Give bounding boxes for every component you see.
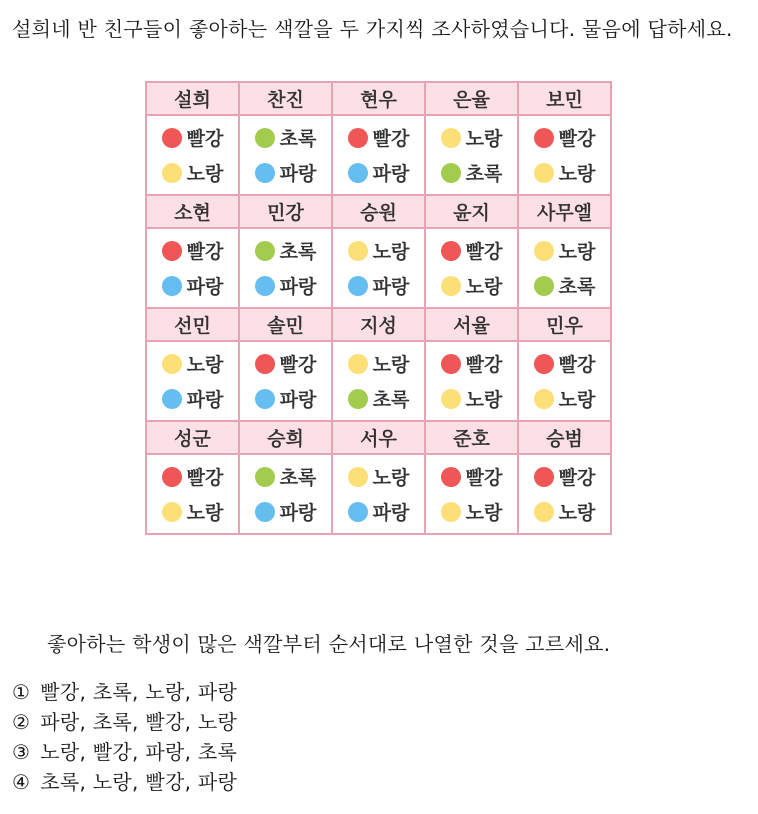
color-entry	[519, 494, 610, 529]
color-entry	[147, 233, 238, 268]
color-entry	[426, 268, 517, 303]
color-label: 초록	[465, 163, 503, 185]
favorite-colors-cell	[146, 115, 239, 195]
favorite-colors-cell	[239, 454, 332, 534]
student-name: 은율	[425, 82, 518, 115]
color-entry	[333, 155, 424, 190]
color-row	[146, 228, 611, 308]
color-entry	[147, 120, 238, 155]
color-dot-icon	[255, 276, 275, 296]
color-entry	[426, 459, 517, 494]
favorite-colors-cell	[332, 228, 425, 308]
name-row	[146, 308, 611, 341]
color-entry	[333, 381, 424, 416]
student-name: 소현	[146, 195, 239, 228]
color-entry	[240, 459, 331, 494]
favorite-colors-cell	[146, 454, 239, 534]
color-entry	[333, 459, 424, 494]
color-dot-icon	[255, 502, 275, 522]
color-dot-icon	[255, 354, 275, 374]
student-name: 준호	[425, 421, 518, 454]
question-text: 좋아하는 학생이 많은 색깔부터 순서대로 나열한 것을 고르세요.	[47, 632, 611, 656]
color-dot-icon	[348, 354, 368, 374]
color-dot-icon	[534, 389, 554, 409]
answer-choice[interactable]	[12, 707, 237, 737]
color-label: 파랑	[186, 389, 224, 411]
student-name: 설희	[146, 82, 239, 115]
color-label: 파랑	[372, 502, 410, 524]
color-dot-icon	[441, 502, 461, 522]
color-entry	[519, 459, 610, 494]
color-dot-icon	[162, 502, 182, 522]
color-entry	[426, 346, 517, 381]
color-label: 노랑	[558, 502, 596, 524]
color-dot-icon	[162, 354, 182, 374]
student-name: 승범	[518, 421, 611, 454]
name-row	[146, 82, 611, 115]
color-dot-icon	[348, 241, 368, 261]
color-dot-icon	[348, 163, 368, 183]
student-name: 사무엘	[518, 195, 611, 228]
favorite-colors-cell	[332, 454, 425, 534]
color-label: 초록	[558, 276, 596, 298]
student-name: 현우	[332, 82, 425, 115]
color-label: 노랑	[372, 467, 410, 489]
color-entry	[519, 268, 610, 303]
color-dot-icon	[534, 354, 554, 374]
color-label: 빨강	[558, 354, 596, 376]
student-name: 찬진	[239, 82, 332, 115]
color-entry	[519, 381, 610, 416]
color-label: 초록	[372, 389, 410, 411]
color-label: 노랑	[465, 502, 503, 524]
color-dot-icon	[162, 276, 182, 296]
color-entry	[240, 155, 331, 190]
color-entry	[240, 233, 331, 268]
color-entry	[240, 346, 331, 381]
color-dot-icon	[534, 276, 554, 296]
favorite-colors-cell	[146, 228, 239, 308]
color-entry	[426, 155, 517, 190]
name-row	[146, 195, 611, 228]
color-dot-icon	[534, 128, 554, 148]
color-dot-icon	[255, 389, 275, 409]
problem-intro: 설희네 반 친구들이 좋아하는 색깔을 두 가지씩 조사하였습니다. 물음에 답하세요.	[12, 17, 733, 41]
color-entry	[147, 459, 238, 494]
favorite-colors-cell	[425, 454, 518, 534]
color-entry	[147, 268, 238, 303]
color-dot-icon	[441, 354, 461, 374]
favorite-colors-cell	[518, 454, 611, 534]
favorite-colors-cell	[332, 115, 425, 195]
color-dot-icon	[255, 241, 275, 261]
color-entry	[333, 233, 424, 268]
color-entry	[240, 381, 331, 416]
color-dot-icon	[441, 128, 461, 148]
color-label: 빨강	[465, 467, 503, 489]
color-label: 빨강	[558, 467, 596, 489]
color-dot-icon	[441, 276, 461, 296]
student-name: 민우	[518, 308, 611, 341]
color-label: 노랑	[558, 163, 596, 185]
color-entry	[333, 346, 424, 381]
color-label: 빨강	[372, 128, 410, 150]
color-label: 파랑	[279, 389, 317, 411]
color-dot-icon	[255, 128, 275, 148]
color-label: 노랑	[372, 354, 410, 376]
choice-text: 빨강, 초록, 노랑, 파랑	[40, 680, 238, 704]
favorite-colors-cell	[518, 228, 611, 308]
favorite-colors-cell	[146, 341, 239, 421]
color-label: 빨강	[186, 241, 224, 263]
color-label: 노랑	[186, 354, 224, 376]
color-entry	[147, 155, 238, 190]
answer-choice[interactable]	[12, 767, 237, 797]
color-dot-icon	[348, 467, 368, 487]
color-label: 빨강	[279, 354, 317, 376]
student-name: 서율	[425, 308, 518, 341]
student-name: 서우	[332, 421, 425, 454]
color-entry	[240, 120, 331, 155]
favorite-colors-cell	[425, 115, 518, 195]
color-dot-icon	[534, 241, 554, 261]
color-dot-icon	[348, 128, 368, 148]
color-dot-icon	[162, 163, 182, 183]
color-entry	[519, 120, 610, 155]
choice-text: 초록, 노랑, 빨강, 파랑	[40, 770, 238, 794]
color-dot-icon	[162, 467, 182, 487]
student-name: 보민	[518, 82, 611, 115]
color-label: 노랑	[465, 128, 503, 150]
color-entry	[240, 268, 331, 303]
color-label: 빨강	[465, 354, 503, 376]
color-dot-icon	[348, 389, 368, 409]
student-name: 승원	[332, 195, 425, 228]
favorite-colors-cell	[518, 341, 611, 421]
color-row	[146, 341, 611, 421]
color-label: 빨강	[558, 128, 596, 150]
favorite-colors-cell	[518, 115, 611, 195]
favorite-colors-cell	[425, 341, 518, 421]
color-dot-icon	[162, 389, 182, 409]
color-dot-icon	[348, 502, 368, 522]
color-entry	[519, 346, 610, 381]
color-row	[146, 115, 611, 195]
color-dot-icon	[348, 276, 368, 296]
color-row	[146, 454, 611, 534]
color-label: 파랑	[279, 502, 317, 524]
color-label: 파랑	[372, 276, 410, 298]
color-entry	[426, 494, 517, 529]
color-entry	[333, 120, 424, 155]
color-dot-icon	[441, 389, 461, 409]
student-name: 민강	[239, 195, 332, 228]
color-label: 파랑	[279, 163, 317, 185]
favorite-colors-cell	[425, 228, 518, 308]
color-label: 파랑	[279, 276, 317, 298]
answer-choices	[12, 677, 237, 797]
survey-table	[145, 81, 612, 535]
color-entry	[519, 155, 610, 190]
student-name: 성군	[146, 421, 239, 454]
color-entry	[426, 233, 517, 268]
color-label: 초록	[279, 467, 317, 489]
color-label: 파랑	[186, 276, 224, 298]
color-label: 빨강	[186, 128, 224, 150]
student-name: 지성	[332, 308, 425, 341]
choice-number: ③	[12, 740, 31, 764]
color-label: 빨강	[186, 467, 224, 489]
choice-number: ②	[12, 710, 31, 734]
color-label: 노랑	[558, 389, 596, 411]
color-dot-icon	[162, 128, 182, 148]
color-label: 파랑	[372, 163, 410, 185]
student-name: 솔민	[239, 308, 332, 341]
color-dot-icon	[441, 241, 461, 261]
student-name: 윤지	[425, 195, 518, 228]
color-dot-icon	[255, 163, 275, 183]
choice-text: 노랑, 빨강, 파랑, 초록	[40, 740, 238, 764]
color-label: 노랑	[558, 241, 596, 263]
answer-choice[interactable]	[12, 737, 237, 767]
favorite-colors-cell	[239, 228, 332, 308]
color-dot-icon	[441, 163, 461, 183]
choice-number: ④	[12, 770, 31, 794]
favorite-colors-cell	[332, 341, 425, 421]
student-name: 승희	[239, 421, 332, 454]
color-dot-icon	[162, 241, 182, 261]
color-entry	[147, 494, 238, 529]
color-entry	[333, 268, 424, 303]
favorite-colors-cell	[239, 341, 332, 421]
color-entry	[426, 120, 517, 155]
color-label: 노랑	[186, 163, 224, 185]
color-label: 초록	[279, 241, 317, 263]
color-entry	[426, 381, 517, 416]
answer-choice[interactable]	[12, 677, 237, 707]
color-dot-icon	[534, 502, 554, 522]
choice-number: ①	[12, 680, 31, 704]
color-entry	[240, 494, 331, 529]
color-entry	[519, 233, 610, 268]
name-row	[146, 421, 611, 454]
color-dot-icon	[534, 467, 554, 487]
color-label: 노랑	[186, 502, 224, 524]
choice-text: 파랑, 초록, 빨강, 노랑	[40, 710, 238, 734]
color-label: 노랑	[465, 389, 503, 411]
color-label: 빨강	[465, 241, 503, 263]
color-dot-icon	[255, 467, 275, 487]
color-entry	[147, 346, 238, 381]
favorite-colors-cell	[239, 115, 332, 195]
color-entry	[333, 494, 424, 529]
student-name: 선민	[146, 308, 239, 341]
color-label: 노랑	[372, 241, 410, 263]
color-label: 초록	[279, 128, 317, 150]
color-entry	[147, 381, 238, 416]
color-label: 노랑	[465, 276, 503, 298]
color-dot-icon	[534, 163, 554, 183]
color-dot-icon	[441, 467, 461, 487]
